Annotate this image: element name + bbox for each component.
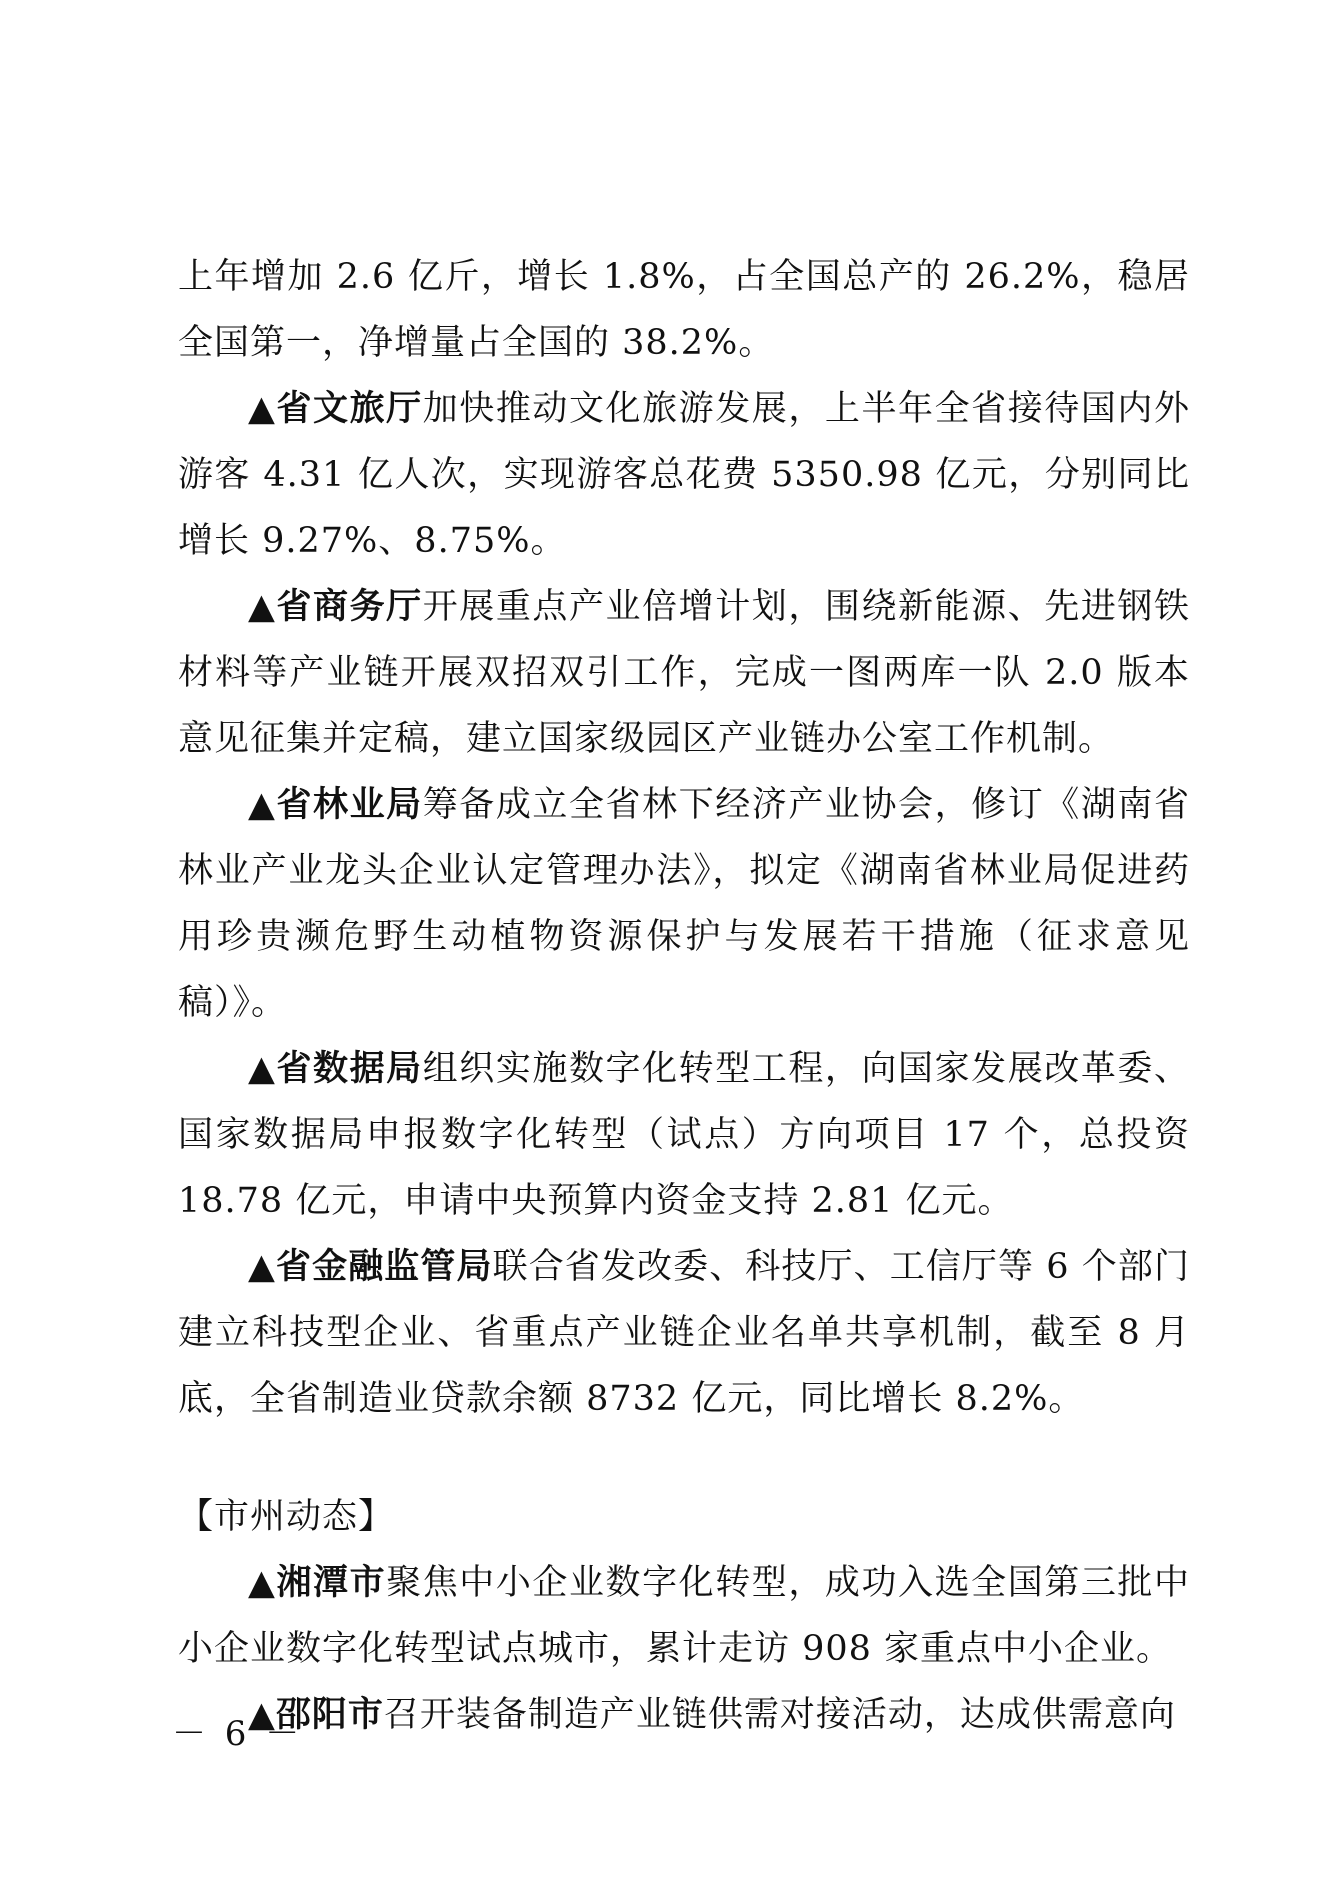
paragraph-lead: ▲湘潭市 — [248, 1563, 387, 1603]
paragraph-forestry — [178, 772, 1190, 1036]
paragraph-xiangtan — [178, 1550, 1190, 1682]
paragraph-text: 组织实施数字化转型工程，向国家发展改革委、国家数据局申报数字化转型（试点）方向项目 17 个，总投资 18.78 亿元，申请中央预算内资金支持 2.81 亿元。 — [178, 1049, 1190, 1221]
paragraph-text: 聚焦中小企业数字化转型，成功入选全国第三批中小企业数字化转型试点城市，累计走访 908 家重点中小企业。 — [178, 1563, 1190, 1669]
paragraph-text: 联合省发改委、科技厅、工信厅等 6 个部门建立科技型企业、省重点产业链企业名单共享机制，截至 8 月底，全省制造业贷款余额 8732 亿元，同比增长 8.2%。 — [178, 1247, 1190, 1419]
page-number: － 6 － — [172, 1714, 304, 1754]
paragraph-financial-regulation — [178, 1234, 1190, 1432]
paragraph-shaoyang — [178, 1682, 1190, 1748]
section-heading: 【市州动态】 — [178, 1497, 395, 1537]
paragraph-lead: ▲省数据局 — [248, 1049, 423, 1089]
paragraph-text: 上年增加 2.6 亿斤，增长 1.8%，占全国总产的 26.2%，稳居全国第一，净增量占全国的 38.2%。 — [178, 257, 1190, 363]
document-body — [178, 244, 1190, 1748]
paragraph-text: 召开装备制造产业链供需对接活动，达成供需意向 — [383, 1695, 1176, 1735]
paragraph-lead: ▲邵阳市 — [248, 1695, 384, 1735]
paragraph-grain-output — [178, 244, 1190, 376]
paragraph-text: 筹备成立全省林下经济产业协会，修订《湖南省林业产业龙头企业认定管理办法》，拟定《湖南省林业局促进药用珍贵濒危野生动植物资源保护与发展若干措施（征求意见稿）》。 — [178, 785, 1190, 1023]
paragraph-text: 加快推动文化旅游发展，上半年全省接待国内外游客 4.31 亿人次，实现游客总花费 5350.98 亿元，分别同比增长 9.27%、8.75%。 — [178, 389, 1190, 561]
paragraph-lead: ▲省商务厅 — [248, 587, 423, 627]
paragraph-lead: ▲省林业局 — [248, 785, 423, 825]
paragraph-commerce — [178, 574, 1190, 772]
paragraph-text: 开展重点产业倍增计划，围绕新能源、先进钢铁材料等产业链开展双招双引工作，完成一图两库一队 2.0 版本意见征集并定稿，建立国家级园区产业链办公室工作机制。 — [178, 587, 1190, 759]
paragraph-lead: ▲省文旅厅 — [248, 389, 423, 429]
paragraph-lead: ▲省金融监管局 — [248, 1247, 493, 1287]
paragraph-data-bureau — [178, 1036, 1190, 1234]
paragraph-culture-tourism — [178, 376, 1190, 574]
